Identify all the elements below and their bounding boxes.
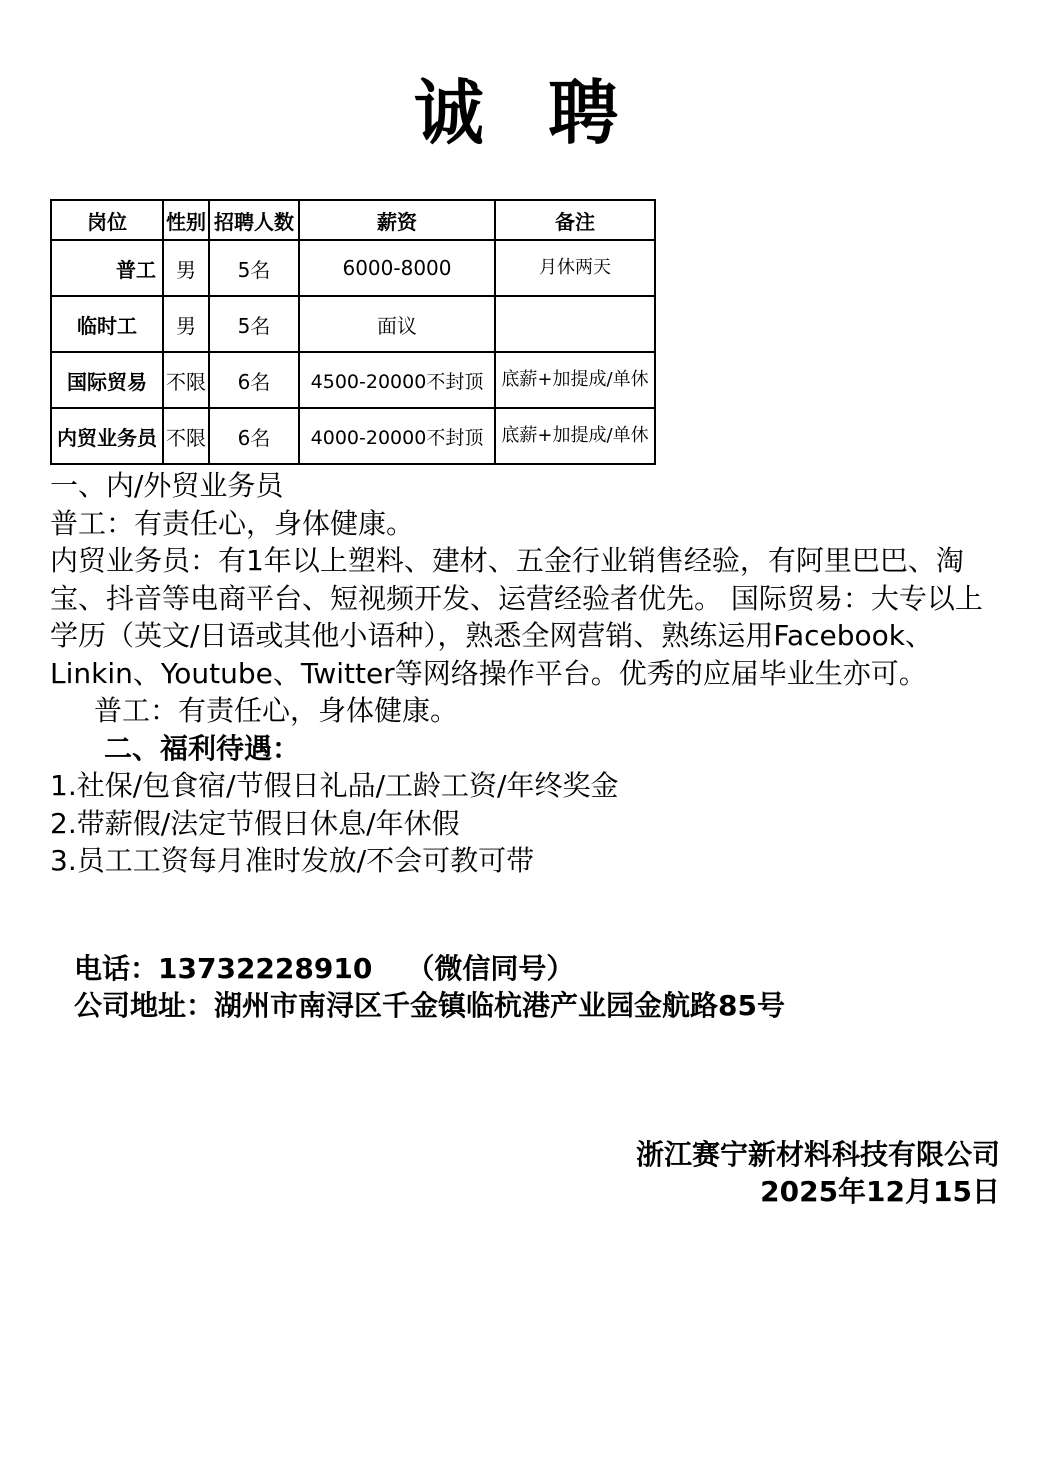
salary-cell: 4500-20000不封顶: [299, 352, 495, 408]
page-title: 诚 聘: [413, 72, 639, 154]
address-text: 湖州市南浔区千金镇临杭港产业园金航路85号: [214, 989, 785, 1022]
position-cell: 临时工: [51, 296, 163, 352]
date-text: 2025年12月15日: [760, 1175, 1000, 1208]
benefit-item: 3.员工工资每月准时发放/不会可教可带: [50, 844, 535, 877]
phone-label: 电话：: [74, 952, 159, 985]
phone-number: 13732228910: [158, 952, 373, 985]
note-cell: 月休两天: [495, 240, 655, 296]
job-table: [50, 199, 656, 465]
count-cell: 6名: [209, 352, 299, 408]
gender-cell: 男: [163, 240, 209, 296]
gender-cell: 不限: [163, 352, 209, 408]
header-note: 备注: [495, 200, 655, 240]
table-row: [51, 408, 655, 464]
gender-cell: 男: [163, 296, 209, 352]
note-cell: [495, 296, 655, 352]
note-cell: 底薪+加提成/单休: [495, 408, 655, 464]
count-cell: 6名: [209, 408, 299, 464]
address-line: [74, 987, 785, 1024]
contact-section: [74, 950, 785, 1024]
salary-cell: 4000-20000不封顶: [299, 408, 495, 464]
benefits-heading: 二、福利待遇：: [104, 731, 301, 765]
note-cell: 底薪+加提成/单休: [495, 352, 655, 408]
count-cell: 5名: [209, 240, 299, 296]
wechat-note: （微信同号）: [406, 952, 575, 985]
table-row: [51, 240, 655, 296]
count-cell: 5名: [209, 296, 299, 352]
header-gender: 性别: [163, 200, 209, 240]
company-name: 浙江赛宁新材料科技有限公司: [635, 1138, 1000, 1171]
position-cell: 国际贸易: [51, 352, 163, 408]
table-row: [51, 352, 655, 408]
gender-cell: 不限: [163, 408, 209, 464]
requirement-paragraph: 内贸业务员：有1年以上塑料、建材、五金行业销售经验，有阿里巴巴、淘宝、抖音等电商平台、短视频开发、运营经验者优先。 国际贸易：大专以上学历（英文/日语或其他小语种），熟悉全网营销、熟练运用Facebook、Linkin、Youtube、Twitter等网络操作平台。优秀的应届毕业生亦可。: [50, 544, 983, 690]
header-count: 招聘人数: [209, 200, 299, 240]
position-cell: 内贸业务员: [51, 408, 163, 464]
salary-cell: 面议: [299, 296, 495, 352]
requirement-line: 普工：有责任心，身体健康。: [94, 694, 459, 727]
benefit-item: 2.带薪假/法定节假日休息/年休假: [50, 806, 460, 840]
requirements-section: [50, 467, 1010, 880]
requirements-heading: 一、内/外贸业务员: [50, 469, 284, 502]
address-label: 公司地址：: [74, 989, 215, 1022]
salary-cell: 6000-8000: [299, 240, 495, 296]
phone-line: [74, 950, 785, 987]
header-position: 岗位: [51, 200, 163, 240]
footer-signature: [636, 1136, 1000, 1210]
requirement-line: 普工：有责任心，身体健康。: [50, 506, 415, 540]
table-header-row: [51, 200, 655, 240]
benefit-item: 1.社保/包食宿/节假日礼品/工龄工资/年终奖金: [50, 769, 619, 802]
table-row: [51, 296, 655, 352]
header-salary: 薪资: [299, 200, 495, 240]
position-cell: 普工: [51, 240, 163, 296]
